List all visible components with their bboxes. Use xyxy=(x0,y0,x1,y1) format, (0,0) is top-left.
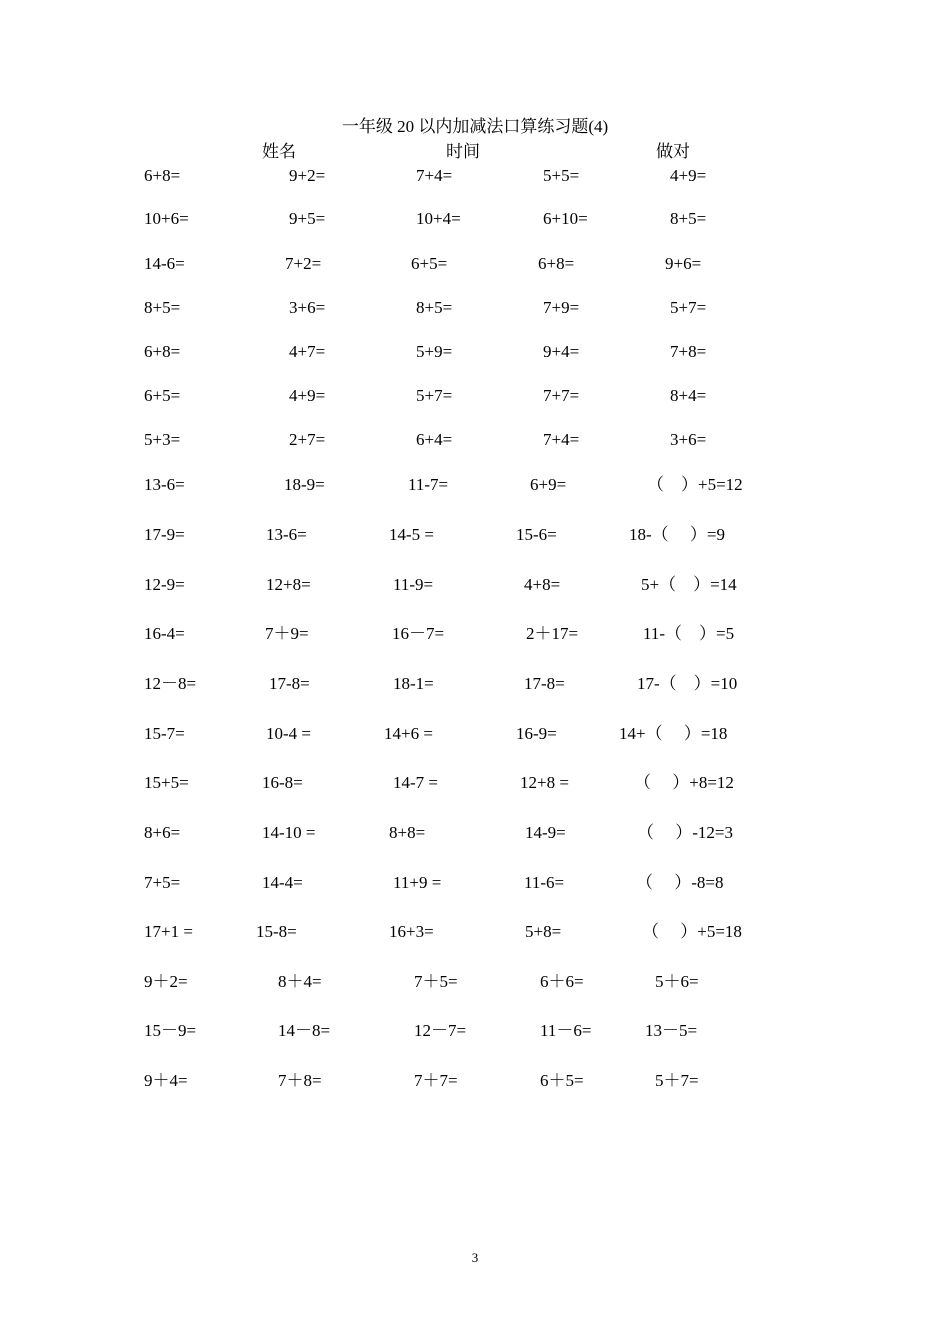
time-label: 时间 xyxy=(446,142,480,161)
math-problem: 7+8= xyxy=(670,342,707,361)
math-problem: 13－5= xyxy=(645,1021,698,1040)
math-problem: 16-4= xyxy=(144,624,185,643)
math-problem: 4+9= xyxy=(670,166,707,185)
math-problem: 6+8= xyxy=(144,166,181,185)
math-problem: 9＋4= xyxy=(144,1071,188,1090)
math-problem: 3+6= xyxy=(670,430,707,449)
math-problem: 14－8= xyxy=(278,1021,331,1040)
math-problem: 16-8= xyxy=(262,773,303,792)
math-problem: 12+8 = xyxy=(520,773,569,792)
math-problem: （ ）+8=12 xyxy=(634,773,734,792)
math-problem: 5+9= xyxy=(416,342,453,361)
math-problem: 9＋2= xyxy=(144,972,188,991)
math-problem: 14+（ ）=18 xyxy=(619,724,728,743)
math-problem: 16－7= xyxy=(392,624,445,643)
math-problem: 11-（ ）=5 xyxy=(643,624,735,643)
math-problem: 11－6= xyxy=(540,1021,592,1040)
math-problem: 11-9= xyxy=(393,575,434,594)
math-problem: 6＋6= xyxy=(540,972,584,991)
math-problem: 16+3= xyxy=(389,922,434,941)
math-problem: 18-9= xyxy=(284,475,325,494)
math-problem: 6＋5= xyxy=(540,1071,584,1090)
math-problem: 7+2= xyxy=(285,254,322,273)
math-problem: 17-9= xyxy=(144,525,185,544)
math-problem: 5+8= xyxy=(525,922,562,941)
math-problem: 11-6= xyxy=(524,873,565,892)
math-problem: 14-4= xyxy=(262,873,303,892)
math-problem: 8＋4= xyxy=(278,972,322,991)
math-problem: 3+6= xyxy=(289,298,326,317)
math-problem: 7+9= xyxy=(543,298,580,317)
math-problem: 7＋7= xyxy=(414,1071,458,1090)
math-problem: 7＋5= xyxy=(414,972,458,991)
worksheet-title: 一年级 20 以内加减法口算练习题(4) xyxy=(341,117,609,136)
math-problem: 13-6= xyxy=(144,475,185,494)
math-problem: 8+5= xyxy=(670,209,707,228)
math-problem: 12－7= xyxy=(414,1021,467,1040)
math-problem: 8+4= xyxy=(670,386,707,405)
math-problem: 2+7= xyxy=(289,430,326,449)
math-problem: 10+6= xyxy=(144,209,189,228)
math-problem: 5＋6= xyxy=(655,972,699,991)
math-problem: （ ）+5=12 xyxy=(647,475,743,494)
math-problem: 14-10 = xyxy=(262,823,316,842)
math-problem: 7＋9= xyxy=(265,624,309,643)
math-problem: 7＋8= xyxy=(278,1071,322,1090)
math-problem: 7+4= xyxy=(416,166,453,185)
math-problem: （ ）-12=3 xyxy=(637,823,733,842)
math-problem: 5+7= xyxy=(416,386,453,405)
math-problem: 12+8= xyxy=(266,575,311,594)
math-problem: 13-6= xyxy=(266,525,307,544)
math-problem: 18-1= xyxy=(393,674,434,693)
math-problem: 15-8= xyxy=(256,922,297,941)
math-problem: 11-7= xyxy=(408,475,449,494)
math-problem: 11+9 = xyxy=(393,873,442,892)
math-problem: 5+7= xyxy=(670,298,707,317)
math-problem: 9+2= xyxy=(289,166,326,185)
math-problem: 15-7= xyxy=(144,724,185,743)
correct-count-label: 做对 xyxy=(656,142,690,161)
math-problem: 14+6 = xyxy=(384,724,433,743)
math-problem: 14-6= xyxy=(144,254,185,273)
math-problem: 2＋17= xyxy=(526,624,579,643)
math-problem: 17-8= xyxy=(524,674,565,693)
math-problem: 6+8= xyxy=(538,254,575,273)
math-problem: 6+10= xyxy=(543,209,588,228)
math-problem: 4+9= xyxy=(289,386,326,405)
math-problem: 14-7 = xyxy=(393,773,438,792)
math-problem: （ ）+5=18 xyxy=(642,922,742,941)
math-problem: 7+7= xyxy=(543,386,580,405)
math-problem: 4+8= xyxy=(524,575,561,594)
math-problem: 7+4= xyxy=(543,430,580,449)
math-problem: 15－9= xyxy=(144,1021,197,1040)
math-problem: 8+5= xyxy=(416,298,453,317)
math-problem: 9+6= xyxy=(665,254,702,273)
math-problem: 12-9= xyxy=(144,575,185,594)
math-problem: 17-8= xyxy=(269,674,310,693)
math-problem: 16-9= xyxy=(516,724,557,743)
math-problem: 5＋7= xyxy=(655,1071,699,1090)
math-problem: 9+4= xyxy=(543,342,580,361)
math-problem: 8+5= xyxy=(144,298,181,317)
math-problem: 14-9= xyxy=(525,823,566,842)
math-problem: 8+8= xyxy=(389,823,426,842)
math-problem: 5+3= xyxy=(144,430,181,449)
math-problem: 15+5= xyxy=(144,773,189,792)
math-problem: 10-4 = xyxy=(266,724,311,743)
math-problem: （ ）-8=8 xyxy=(636,873,724,892)
name-label: 姓名 xyxy=(262,142,296,161)
math-problem: 8+6= xyxy=(144,823,181,842)
math-problem: 12－8= xyxy=(144,674,197,693)
math-problem: 17+1 = xyxy=(144,922,193,941)
page-number: 3 xyxy=(471,1250,479,1265)
math-problem: 17-（ ）=10 xyxy=(637,674,738,693)
math-problem: 6+8= xyxy=(144,342,181,361)
math-problem: 9+5= xyxy=(289,209,326,228)
math-problem: 14-5 = xyxy=(389,525,434,544)
math-problem: 5+5= xyxy=(543,166,580,185)
math-problem: 6+9= xyxy=(530,475,567,494)
math-problem: 10+4= xyxy=(416,209,461,228)
math-problem: 6+4= xyxy=(416,430,453,449)
math-problem: 7+5= xyxy=(144,873,181,892)
math-problem: 5+（ ）=14 xyxy=(641,575,737,594)
math-problem: 18-（ ）=9 xyxy=(629,525,725,544)
math-problem: 15-6= xyxy=(516,525,557,544)
math-problem: 6+5= xyxy=(411,254,448,273)
math-problem: 4+7= xyxy=(289,342,326,361)
math-problem: 6+5= xyxy=(144,386,181,405)
